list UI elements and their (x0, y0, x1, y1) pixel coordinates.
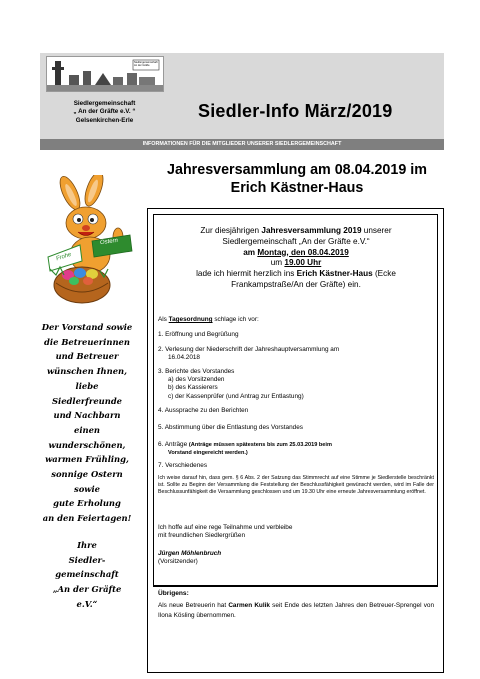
greeting-line: Siedler- (68, 554, 106, 565)
meeting-title (150, 161, 444, 197)
closing-text: Ich hoffe auf eine rege Teilnahme und verbleibe mit freundlichen Siedlergrüßen (158, 524, 293, 540)
bunny-icon (40, 175, 140, 310)
divider (153, 586, 438, 587)
association-name (42, 100, 167, 125)
intro-line-6: Frankampstraße/An der Gräfte) ein. (231, 279, 361, 289)
greeting-line: „An der Gräfte (52, 583, 122, 594)
easter-sign-left: Frohe (55, 251, 73, 263)
logo-text: Siedlergemeinschaft An der Gräfte (134, 61, 158, 67)
greeting-line: liebe (75, 380, 99, 391)
agenda-lead: Als Tagesordnung schlage ich vor: (158, 316, 259, 323)
intro-line-3: am Montag, den 08.04.2019 (243, 247, 349, 257)
ps-heading: Übrigens: (158, 590, 189, 597)
ps-text: Als neue Betreuerin hat Carmen Kulik seit Ende des letzten Jahres den Betreuer-Sprengel von Ilona Kösling übernommen. (158, 602, 434, 620)
greeting-line: wunderschönen, (48, 439, 126, 450)
greeting-line: gemeinschaft (55, 569, 119, 580)
greeting-line: e.V.“ (76, 598, 98, 609)
easter-sign-right: Ostern (99, 237, 119, 247)
greeting-line: Siedlerfreunde (51, 395, 123, 406)
assoc-line-2: „ An der Gräfte e.V. “ (73, 108, 136, 116)
agenda-item-3: 3. Berichte des Vorstandes a) des Vorsitzenden b) des Kassierers c) der Kassenprüfer (und Antrag zur Entlastung) (158, 368, 304, 400)
greeting-line: Ihre (77, 539, 97, 550)
greeting-line: warmen Frühling, (45, 454, 129, 465)
greeting-line: einen (73, 424, 101, 435)
intro-line-4: um 19.00 Uhr (270, 258, 322, 268)
agenda-item-1: 1. Eröffnung und Begrüßung (158, 331, 239, 338)
invitation-intro (158, 226, 434, 291)
agenda-item-7: 7. Verschiedenes (158, 462, 208, 469)
signature: Jürgen Möhlenbruch (Vorsitzender) (158, 550, 222, 566)
meeting-title-line-2: Erich Kästner-Haus (230, 180, 364, 196)
easter-bunny-illustration (40, 175, 140, 315)
greeting-text (37, 320, 137, 611)
greeting-line: sonnige Ostern (51, 469, 123, 480)
greeting-line: an den Feiertagen! (42, 513, 132, 524)
intro-line-5: lade ich hiermit herzlich ins Erich Kästner-Haus (Ecke (196, 269, 396, 279)
voting-note: Ich weise darauf hin, dass gem. § 6 Abs. 2 der Satzung das Stimmrecht auf eine Stimme je Siedlerstelle beschränkt ist. Sollte zu Beginn der Versammlung die Feststellung der Beschlussfähigkeit gewünscht werden, wird im Falle der Beschlussunfähigkeit die Versammlung geschlossen und um 19.30 Uhr eine erneute Jahresversammlung eröffnet. (158, 475, 434, 495)
assoc-line-1: Siedlergemeinschaft (73, 100, 136, 107)
logo-image (46, 56, 164, 92)
agenda-item-2: 2. Verlesung der Niederschrift der Jahreshauptversammlung am 16.04.2018 (158, 346, 340, 362)
greeting-line: Der Vorstand sowie (41, 322, 133, 332)
agenda-item-4: 4. Aussprache zu den Berichten (158, 407, 249, 414)
greeting-line: wünschen Ihnen, (46, 366, 128, 377)
agenda-item-6: 6. Anträge (Anträge müssen spätestens bis zum 25.03.2019 beim Vorstand eingereicht werden.) (158, 441, 332, 457)
page-title: Siedler-Info März/2019 (198, 101, 393, 121)
intro-line-1: Zur diesjährigen Jahresversammlung 2019 unserer (200, 226, 392, 235)
greeting-line: gute Erholung (53, 498, 121, 509)
greeting-line: sowie (73, 483, 101, 494)
assoc-line-3: Gelsenkirchen-Erle (75, 116, 134, 124)
header-band: INFORMATIONEN FÜR DIE MITGLIEDER UNSERER SIEDLERGEMEINSCHAFT (40, 139, 444, 150)
greeting-line: und Nachbarn (53, 410, 121, 421)
greeting-line: die Betreuerinnen (44, 336, 130, 347)
greeting-line: und Betreuer (55, 351, 119, 362)
agenda-item-5: 5. Abstimmung über die Entlastung des Vorstandes (158, 424, 303, 431)
intro-line-2: Siedlergemeinschaft „An der Gräfte e.V.“ (222, 236, 370, 246)
greeting-spacer (37, 526, 137, 538)
meeting-title-line-1: Jahresversammlung am 08.04.2019 im (167, 162, 427, 178)
